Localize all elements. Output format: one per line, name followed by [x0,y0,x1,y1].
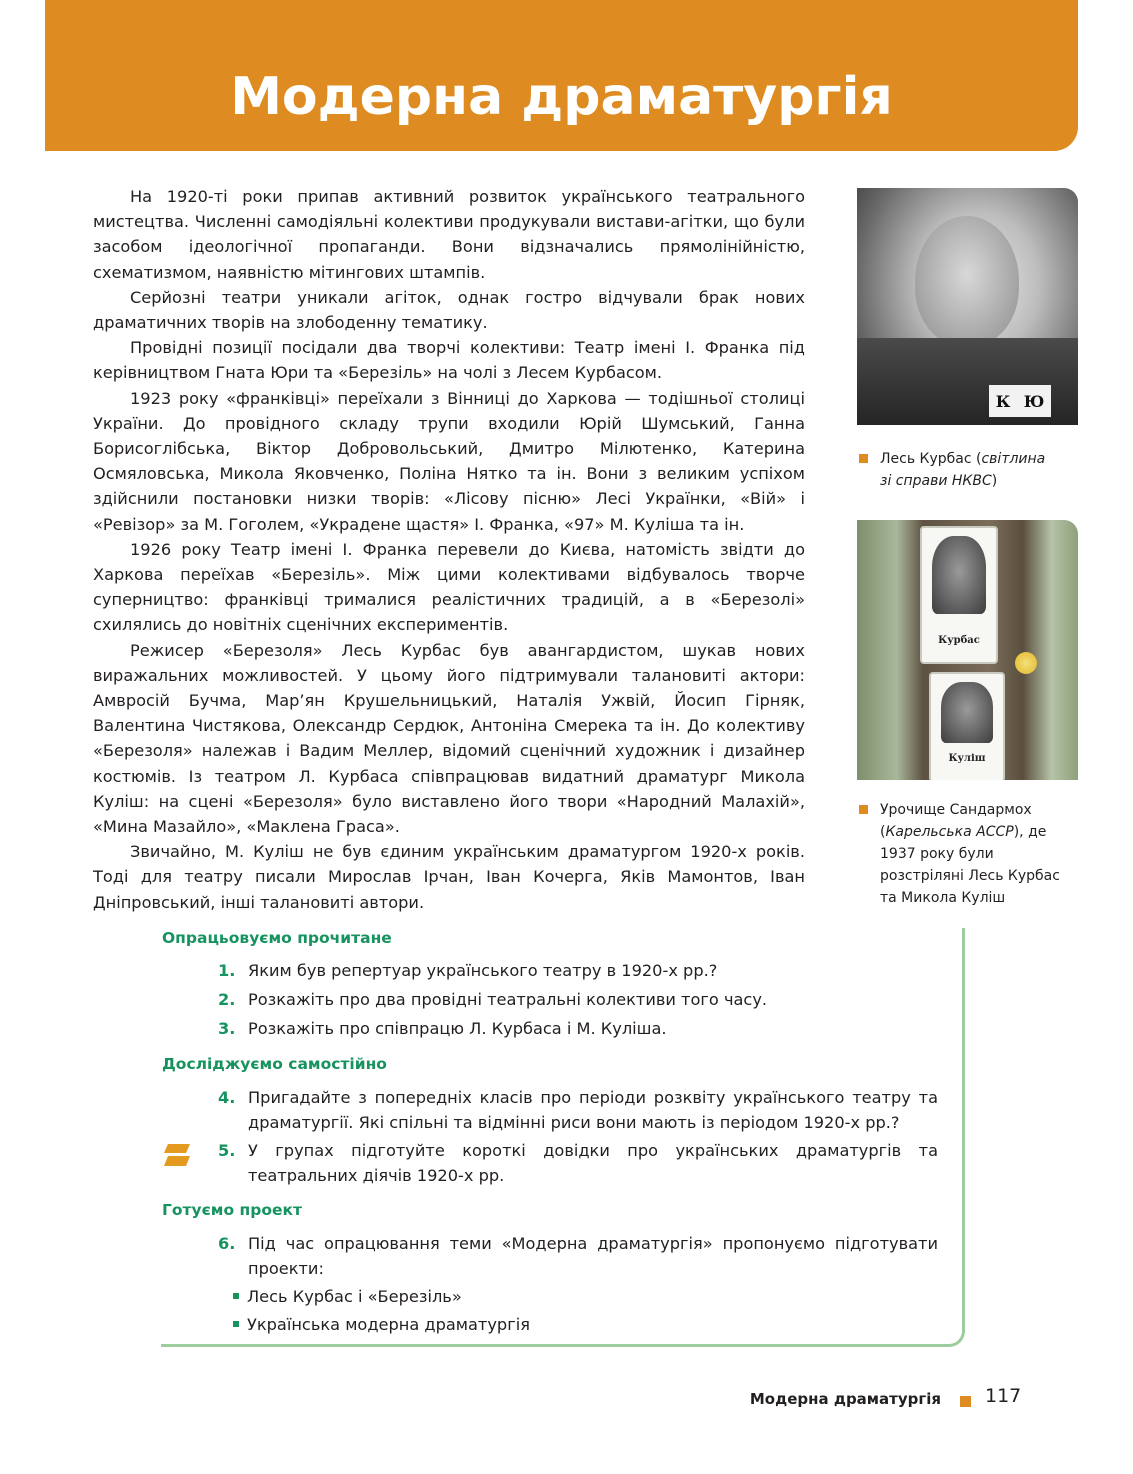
task-item [218,1138,938,1188]
plaque-portrait [932,536,986,614]
memorial-plaque [920,526,998,664]
prisoner-tag [989,385,1051,417]
project-bullet [233,1284,462,1309]
bullet-text: Лесь Курбас і «Березіль» [247,1287,462,1306]
task-item [218,1085,938,1135]
memorial-plaque [929,672,1005,780]
caption-marker-icon [859,454,868,463]
paragraph: На 1920-ті роки припав активний розвиток українського театрального мистецтва. Численні самодіяльні колективи продукували вистави-агітки, що були засобом ідеологічної пропаганди. Вони відзначались прямолінійністю, схематизмом, наявністю мітингових штампів. [93,187,805,282]
task-text: Під час опрацювання теми «Модерна драматургія» пропонуємо підготувати проекти: [248,1234,938,1278]
plaque-name: Куліш [948,753,986,764]
task-text: Яким був репертуар українського театру в 1920-х рр.? [248,961,718,980]
task-number: 5. [218,1141,236,1160]
paragraph: 1923 року «франківці» переїхали з Вінниці до Харкова — тодішньої столиці України. До провідного складу трупи входили Юрій Шумський, Ганна Борисоглібська, Віктор Добровольський, Дмитро Мілютенко, Катерина Осмяловська, Микола Яковченко, Поліна Нятко та ін. Вони з великим успіхом здійснили постановки низки творів: «Лісову пісню» Лесі Українки, «Вій» і «Ревізор» за М. Гоголем, «Украдене щастя» І. Франка, «97» М. Куліша та ін. [93,388,805,534]
tag-letter: Ю [1023,391,1045,411]
photo-caption [857,799,1067,909]
bullet-text: Українська модерна драматургія [247,1315,530,1334]
caption-text: Урочище Сандармох ( [880,802,1032,840]
plaque-name: Курбас [938,635,980,646]
task-item [218,958,938,983]
tag-letter: К [995,391,1011,411]
section-heading: Досліджуємо самостійно [162,1055,387,1073]
task-item [218,987,938,1012]
flowers [1015,652,1037,674]
kurbas-photo [857,188,1078,425]
bullet-marker-icon [233,1293,239,1299]
bullet-marker-icon [233,1321,239,1327]
photo-caption [857,448,1057,492]
task-text: У групах підготуйте короткі довідки про українських драматургів та театральних діячів 1920-х рр. [248,1141,938,1185]
task-number: 6. [218,1234,236,1253]
task-text: Розкажіть про співпрацю Л. Курбаса і М. Куліша. [248,1019,667,1038]
sandarmokh-photo [857,520,1078,780]
page-title: Модерна драматургія [230,67,893,127]
caption-text: ) [991,473,998,489]
caption-italic: Карельська АССР [885,824,1014,840]
paragraph: Звичайно, М. Куліш не був єдиним українським драматургом 1920-х років. Тоді для театру писали Мирослав Ірчан, Іван Кочерга, Яків Мамонтов, Іван Дніпровський, інші талановиті автори. [93,842,805,912]
task-number: 2. [218,990,236,1009]
project-bullet [233,1312,530,1337]
portrait-face [915,216,1019,346]
task-number: 1. [218,961,236,980]
page-number: 117 [985,1385,1022,1407]
main-text [93,184,805,915]
footer-title: Модерна драматургія [749,1390,941,1408]
group-work-icon [162,1141,192,1169]
section-heading: Опрацьовуємо прочитане [162,929,392,947]
paragraph: 1926 року Театр імені І. Франка перевели до Києва, натомість звідти до Харкова переїхав «Березіль». Між цими колективами відбувалось творче суперництво: франківці трималися реалістичних традицій, а в «Березолі» схилялись до новітніх сценічних експериментів. [93,539,805,635]
plaque-portrait [941,682,993,743]
task-number: 3. [218,1019,236,1038]
task-number: 4. [218,1088,236,1107]
section-heading: Готуємо проект [162,1201,302,1219]
caption-italic: світлина зі справи НКВС [880,451,1046,489]
task-item [218,1016,938,1041]
caption-marker-icon [859,805,868,814]
paragraph: Режисер «Березоля» Лесь Курбас був авангардистом, шукав нових виражальних можливостей. У цьому його підтримували талановиті актори: Амвросій Бучма, Мар’ян Крушельницький, Наталія Ужвій, Йосип Гірняк, Валентина Чистякова, Олександр Сердюк, Антоніна Смерека та ін. До колективу «Березоля» належав і Вадим Меллер, відомий сценічний художник і дизайнер костюмів. Із театром Л. Курбаса співпрацював видатний драматург Микола Куліш: на сцені «Березоля» було виставлено його твори «Народний Малахій», «Мина Мазайло», «Маклена Граса». [93,640,805,837]
task-item [218,1231,938,1281]
caption-text: Лесь Курбас ( [880,451,982,467]
task-text: Розкажіть про два провідні театральні колективи того часу. [248,990,768,1009]
caption-text: ), де 1937 року були розстріляні Лесь Курбас та Микола Куліш [880,824,1060,906]
paragraph: Серйозні театри уникали агіток, однак гостро відчували брак нових драматичних творів на злободенну тематику. [93,287,805,333]
paragraph: Провідні позиції посідали два творчі колективи: Театр імені І. Франка під керівництвом Гната Юри та «Березіль» на чолі з Лесем Курбасом. [93,338,805,383]
task-text: Пригадайте з попередніх класів про періоди розквіту українського театру та драматургії. Які спільні та відмінні риси вони мають із періодом 1920-х рр.? [248,1088,938,1132]
footer-marker-icon [960,1396,971,1407]
